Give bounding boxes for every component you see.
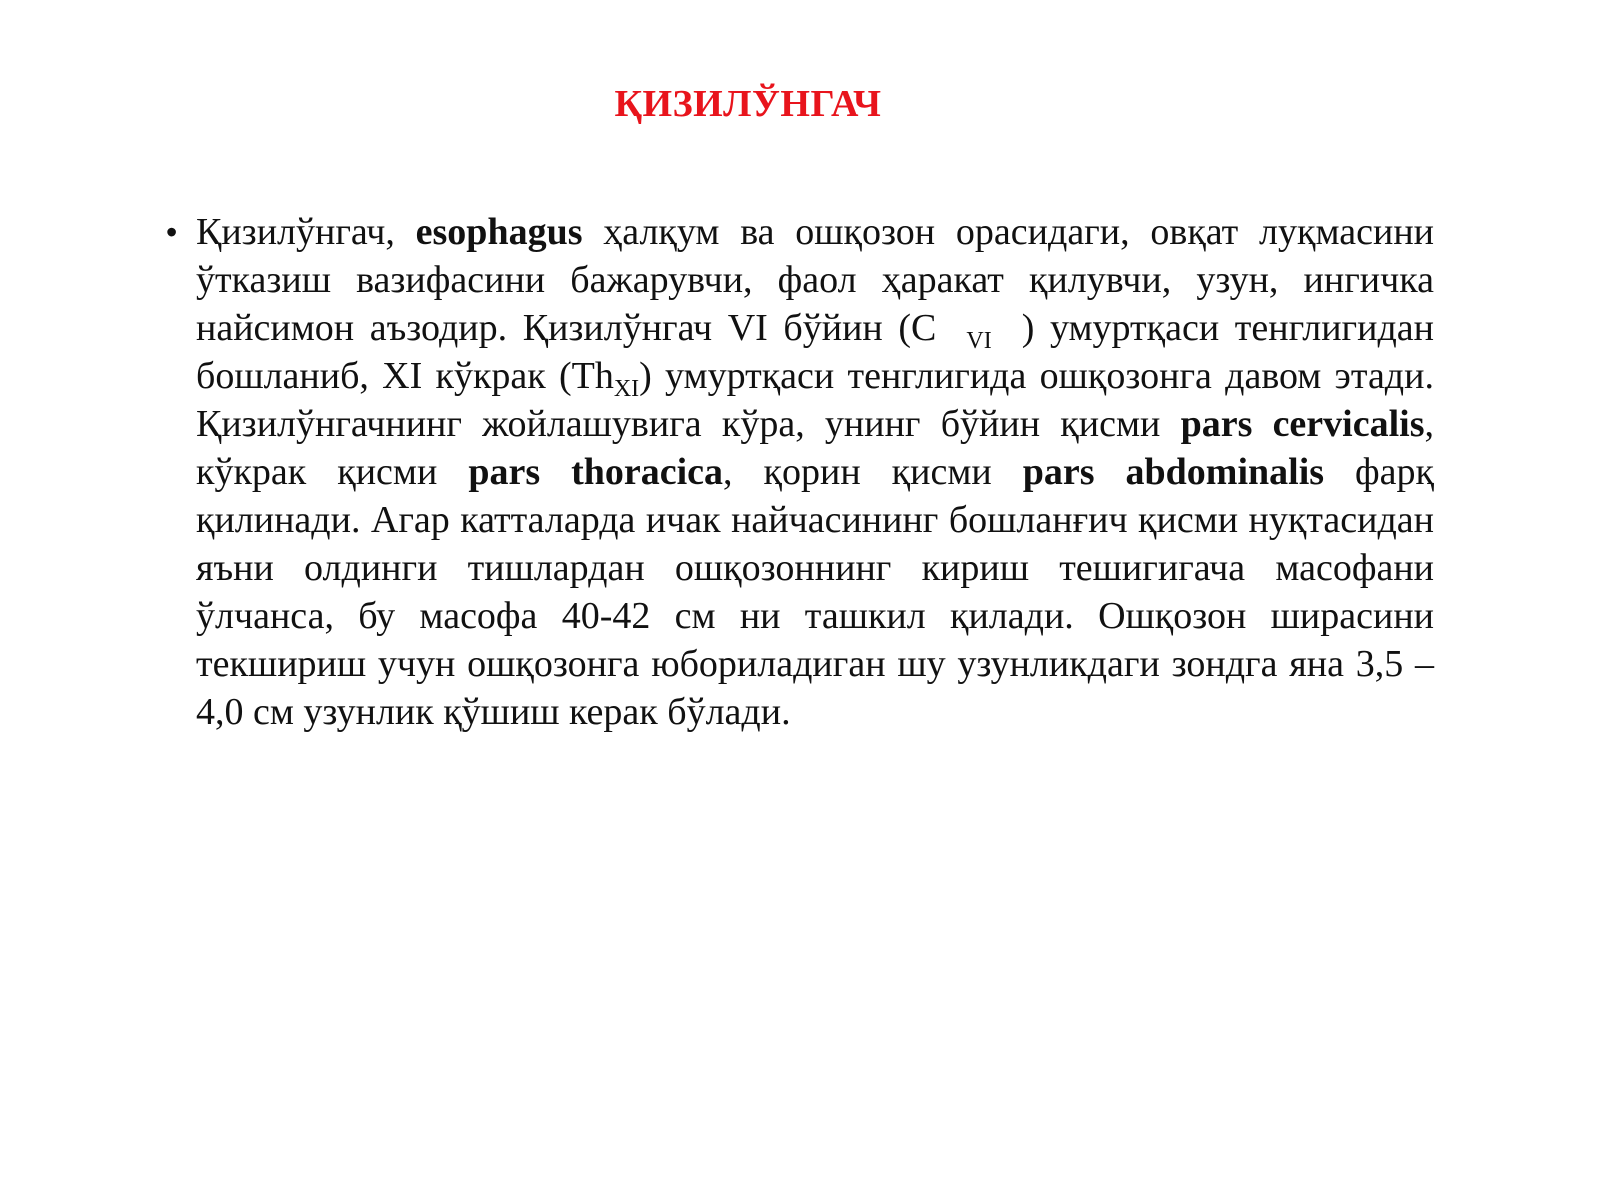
text-run: Қизилўнгач,: [196, 211, 416, 253]
text-run: фарқ қилинади. Агар катталарда ичак найчасининг бошланғич қисми нуқтасидан яъни олдинги тишлардан ошқозоннинг кириш тешигигача масофани ўлчанса, бу масофа 40-42 см ни ташкил қилади. Ошқозон ширасини текшириш учун ошқозонга юбориладиган шу узунликдаги зондга яна 3,5 – 4,0 см узунлик қўшиш керак бўлади.: [196, 451, 1434, 733]
text-run: , қорин қисми: [723, 451, 1023, 493]
subscript-vi: VI: [966, 328, 992, 354]
bullet-icon: •: [166, 214, 178, 250]
text-run: ) умуртқаси тенглигидан бошланиб, XI кўкрак (Th: [196, 307, 1435, 397]
term-pars-abdominalis: pars abdominalis: [1022, 451, 1325, 493]
term-pars-cervicalis: pars cervicalis: [1180, 403, 1425, 445]
slide-title: ҚИЗИЛЎНГАЧ: [614, 83, 882, 125]
bullet-item: [166, 208, 1434, 736]
slide-content: [166, 208, 1434, 736]
term-pars-thoracica: pars thoracica: [468, 451, 724, 493]
text-run: ҳалқум ва ошқозон орасидаги, овқат луқмасини ўтказиш вазифасини бажарувчи, фаол ҳаракат қилувчи, узун, ингичка найсимон аъзодир. Қизилўнгач VI бўйин (C: [196, 211, 1434, 349]
text-run: ) умуртқаси тенглигида ошқозонга давом этади. Қизилўнгачнинг жойлашувига кўра, унинг бўйин қисми: [196, 355, 1434, 445]
text-run: , кўкрак қисми: [196, 403, 1434, 493]
term-esophagus: esophagus: [415, 211, 583, 253]
bullet-paragraph: [196, 208, 1434, 736]
subscript-xi: XI: [613, 376, 640, 402]
